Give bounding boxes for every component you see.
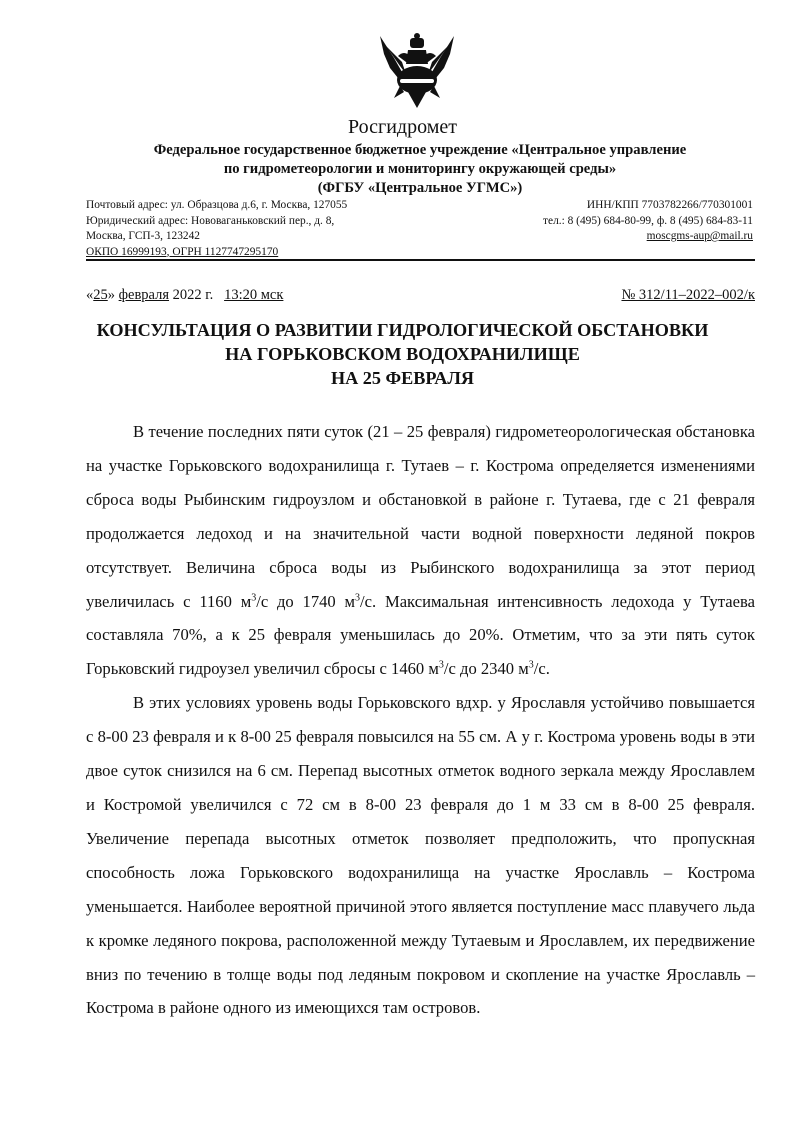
document-body xyxy=(86,415,755,1025)
paragraph-2: В этих условиях уровень воды Горьковского вдхр. у Ярославля устойчиво повышается с 8-00 23 февраля и к 8-00 25 февраля повысился на 55 см. А у г. Кострома уровень воды в эти двое суток снизился на 6 см. Перепад высотных отметок водного зеркала между Ярославлем и Костромой увеличился с 72 см в 8-00 23 февраля до 1 м 33 см в 8-00 25 февраля. Увеличение перепада высотных отметок позволяет предположить, что пропускная способность ложа Горьковского водохранилища на участке Ярославль – Кострома уменьшается. Наиболее вероятной причиной этого является поступление масс плавучего льда к кромке ледяного покрова, расположенной между Тутаевым и Ярославлем, их передвижение вниз по течению в толще воды под ледяным покровом и скопление на участке Ярославль – Кострома в районе одного из имеющихся там островов. xyxy=(86,693,755,1018)
email-link[interactable]: moscgms-aup@mail.ru xyxy=(646,230,753,242)
org-name-line-1: Федеральное государственное бюджетное учреждение «Центральное управление xyxy=(153,142,687,158)
date-day: 25 xyxy=(93,287,108,303)
paragraph-1 xyxy=(86,415,755,686)
double-headed-eagle-emblem-icon xyxy=(372,28,462,110)
paragraph-1-text-a: В течение последних пяти суток (21 – 25 февраля) гидрометеорологическая обстановка на участке Горьковского водохранилища г. Тутаев – г. Кострома определяется изменениями сброса воды Рыбинским гидроузлом и обстановкой в районе г. Тутаева, где с 21 февраля продолжается ледоход и на значительной части водной поверхности ледяной покров отсутствует. Величина сброса воды из Рыбинского водохранилища за этот период увеличилась с 1160 м xyxy=(86,422,755,611)
title-line-2: НА ГОРЬКОВСКОМ ВОДОХРАНИЛИЩЕ xyxy=(225,344,580,364)
contact-details-block xyxy=(543,198,753,245)
quote-open: « xyxy=(86,287,94,303)
date-year: 2022 г. xyxy=(172,287,214,303)
paragraph-1-text-b: /с до 1740 м xyxy=(256,591,356,611)
date-month: февраля xyxy=(118,287,170,303)
paragraph-1-text-d: /с до 2340 м xyxy=(443,659,529,679)
document-title xyxy=(0,318,805,390)
document-number: № 312/11–2022–002/к xyxy=(621,287,755,303)
paragraph-1-text-c: /с. Максимальная интенсивность ледохода у Тутаева составляла 70%, а к 25 февраля уменьшилась до 20%. Отметим, что за эти пять суток Горьковский гидроузел увеличил сбросы с 1460 м xyxy=(86,591,755,679)
agency-name: Росгидромет xyxy=(348,116,457,138)
document-date xyxy=(86,287,283,304)
okpo-ogrn: ОКПО 16999193, ОГРН 1127747295170 xyxy=(86,245,279,258)
document-time: 13:20 мск xyxy=(224,287,284,303)
org-abbreviation: (ФГБУ «Центральное УГМС») xyxy=(317,180,523,196)
header-divider xyxy=(86,259,755,261)
title-line-1: КОНСУЛЬТАЦИЯ О РАЗВИТИИ ГИДРОЛОГИЧЕСКОЙ ОБСТАНОВКИ xyxy=(96,320,709,340)
org-name-line-2: по гидрометеорологии и мониторингу окружающей среды» xyxy=(223,161,617,177)
inn-kpp: ИНН/КПП 7703782266/770301001 xyxy=(586,199,753,211)
cubic-superscript: 3 xyxy=(355,592,361,603)
organization-full-name xyxy=(60,141,780,198)
cubic-superscript: 3 xyxy=(528,659,534,671)
addresses-block xyxy=(86,198,347,260)
legal-address-line-2: Москва, ГСП-3, 123242 xyxy=(86,230,201,242)
paragraph-1-text-e: /с. xyxy=(533,659,550,679)
title-line-3: НА 25 ФЕВРАЛЯ xyxy=(330,368,475,388)
postal-address: Почтовый адрес: ул. Образцова д.6, г. Москва, 127055 xyxy=(86,199,348,211)
cubic-superscript: 3 xyxy=(438,659,444,671)
cubic-superscript: 3 xyxy=(251,592,257,603)
phone-fax: тел.: 8 (495) 684-80-99, ф. 8 (495) 684-83-11 xyxy=(543,214,753,227)
quote-close: » xyxy=(107,287,115,303)
legal-address-line-1: Юридический адрес: Нововаганьковский пер., д. 8, xyxy=(86,214,335,227)
